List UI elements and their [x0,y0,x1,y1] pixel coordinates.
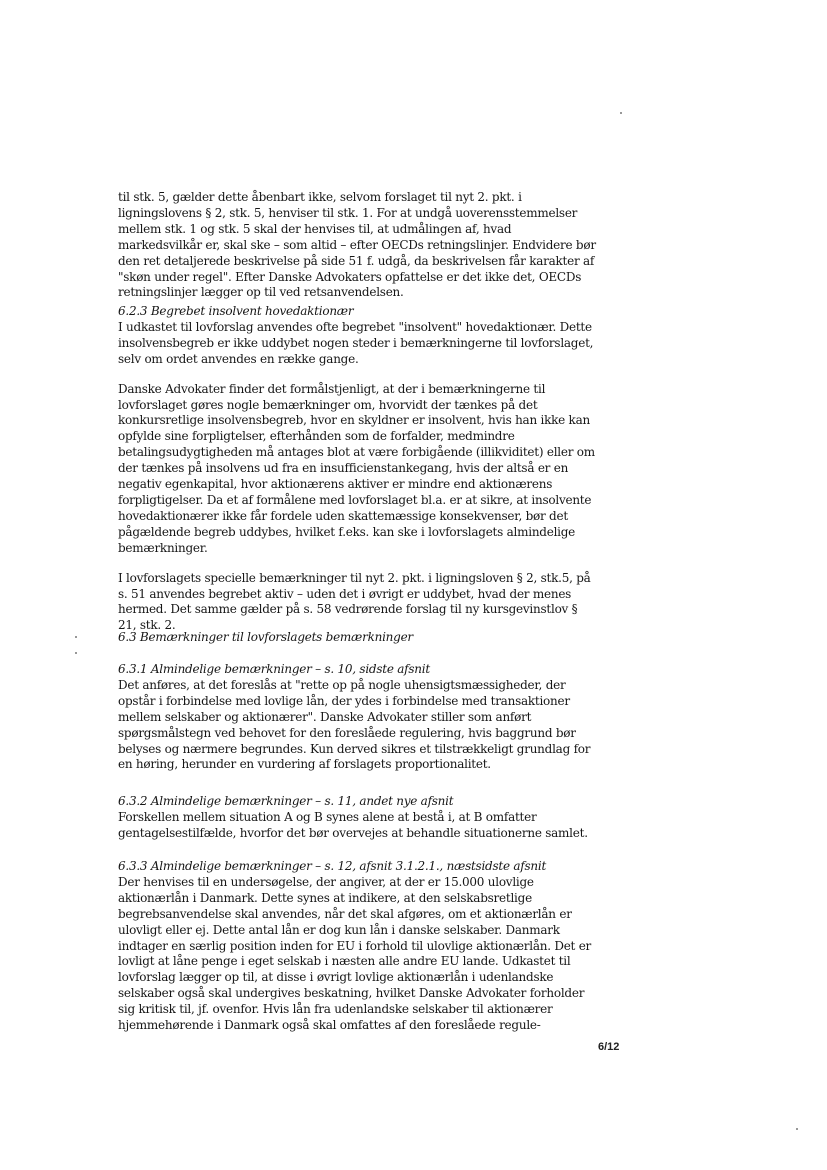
section-6-2-3 [118,304,596,634]
scan-speck [75,652,77,654]
section-6-3-2 [118,794,596,842]
section-6-3 [118,630,596,646]
scan-speck [75,636,77,638]
section-6-3-1 [118,662,596,773]
section-heading: 6.3.1 Almindelige bemærkninger – s. 10, sidste afsnit [118,662,430,676]
scan-speck [796,1128,798,1130]
section-paragraph: I lovforslagets specielle bemærkninger til nyt 2. pkt. i ligningsloven § 2, stk.5, på s. 51 anvendes begrebet aktiv – uden det i øvrigt er uddybet, hvad der menes hermed. Det samme gælder på s. 58 vedrørende forslag til ny kursgevinstlov § 21, stk. 2. [118,570,591,633]
section-paragraph: Der henvises til en undersøgelse, der angiver, at der er 15.000 ulovlige aktionærlån i Danmark. Dette synes at indikere, at den selskabsretlige begrebsanvendelse skal anvendes, når det skal afgøres, om et aktionærlån er ulovligt eller ej. Dette antal lån er dog kun lån i danske selskaber. Danmark indtager en særlig position inden for EU i forhold til ulovlige aktionærlån. Det er lovligt at låne penge i eget selskab i næsten alle andre EU lande. Udkastet til lovforslag lægger op til, at disse i øvrigt lovlige aktionærlån i udenlandske selskaber også skal undergives beskatning, hvilket Danske Advokater forholder sig kritisk til, jf. ovenfor. Hvis lån fra udenlandske selskaber til aktionærer hjemmehørende i Danmark også skal omfattes af den foreslåede regule- [118,874,592,1033]
section-heading: 6.3 Bemærkninger til lovforslagets bemærkninger [118,630,413,644]
section-heading: 6.2.3 Begrebet insolvent hovedaktionær [118,304,354,318]
section-paragraph: Det anføres, at det foreslås at "rette op på nogle uhensigtsmæssigheder, der opstår i forbindelse med lovlige lån, der ydes i forbindelse med transaktioner mellem selskaber og aktionærer". Danske Advokater stiller som anført spørgsmålstegn ved behovet for den foreslåede regulering, hvis baggrund bør belyses og nærmere begrundes. Kun derved sikres et tilstrækkeligt grundlag for en høring, herunder en vurdering af forslagets proportionalitet. [118,677,591,772]
section-paragraph: Forskellen mellem situation A og B synes alene at bestå i, at B omfatter gentagelsestilfælde, hvorfor det bør overvejes at behandle situationerne samlet. [118,809,588,840]
intro-paragraph: til stk. 5, gælder dette åbenbart ikke, selvom forslaget til nyt 2. pkt. i ligningslovens § 2, stk. 5, henviser til stk. 1. For at undgå uoverensstemmelser mellem stk. 1 og stk. 5 skal der henvises til, at udmålingen af, hvad markedsvilkår er, skal ske – som altid – efter OECDs retningslinjer. Endvidere bør den ret detaljerede beskrivelse på side 51 f. udgå, da beskrivelsen får karakter af "skøn under regel". Efter Danske Advokaters opfattelse er det ikke det, OECDs retningslinjer lægger op til ved retsanvendelsen. [118,190,596,300]
section-heading: 6.3.2 Almindelige bemærkninger – s. 11, andet nye afsnit [118,794,454,808]
section-6-3-3 [118,859,596,1034]
page-number: 6/12 [598,1041,620,1053]
section-paragraph: I udkastet til lovforslag anvendes ofte begrebet "insolvent" hovedaktionær. Dette insolvensbegreb er ikke uddybet nogen steder i bemærkningerne til lovforslaget, selv om ordet anvendes en række gange. [118,319,594,366]
section-heading: 6.3.3 Almindelige bemærkninger – s. 12, afsnit 3.1.2.1., næstsidste afsnit [118,859,547,873]
scan-speck [620,112,622,114]
section-paragraph: Danske Advokater finder det formålstjenligt, at der i bemærkningerne til lovforslaget gøres nogle bemærkninger om, hvorvidt der tænkes på det konkursretlige insolvensbegreb, hvor en skyldner er insolvent, hvis han ikke kan opfylde sine forpligtelser, efterhånden som de forfalder, medmindre betalingsudygtigheden må antages blot at være forbigående (illikviditet) eller om der tænkes på insolvens ud fra en insufficienstankegang, hvis der altså er en negativ egenkapital, hvor aktionærens aktiver er mindre end aktionærens forpligtigelser. Da et af formålene med lovforslaget bl.a. er at sikre, at insolvente hovedaktionærer ikke får fordele uden skattemæssige konsekvenser, bør det pågældende begreb uddybes, hvilket f.eks. kan ske i lovforslagets almindelige bemærkninger. [118,381,595,555]
